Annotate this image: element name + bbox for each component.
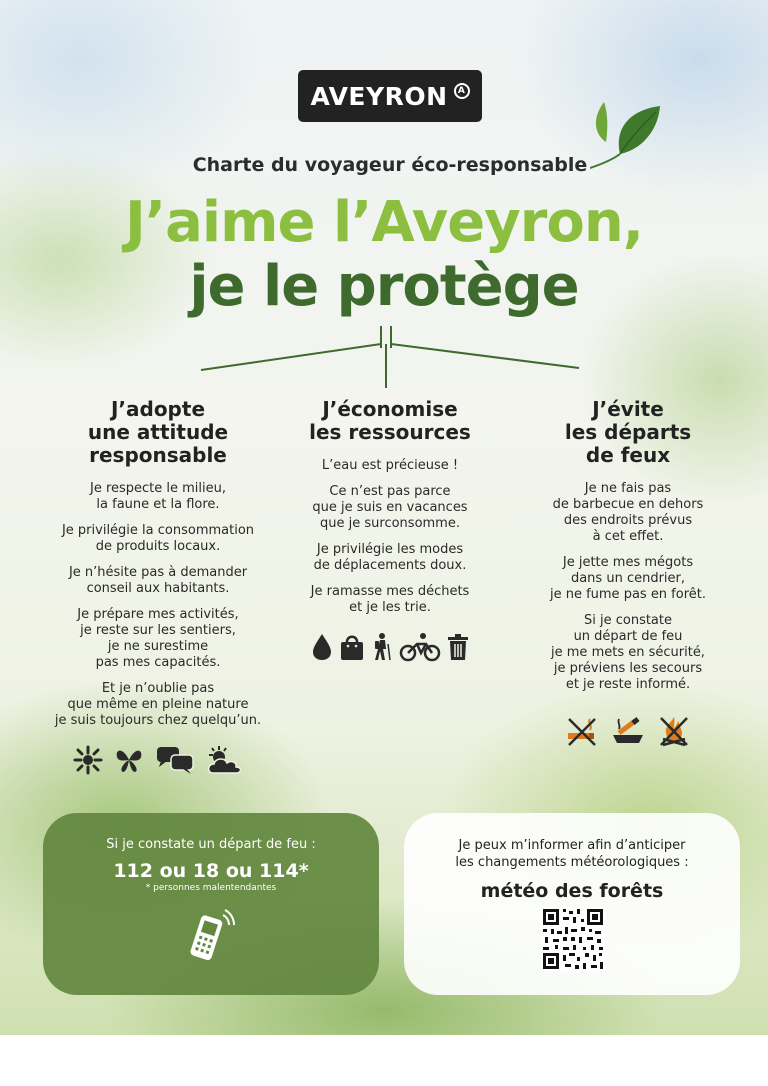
logo-text: AVEYRON — [310, 81, 448, 111]
column-heading: J’adopte une attitude responsable — [87, 397, 229, 467]
paragraph: Je ramasse mes déchets et je les trie. — [310, 584, 470, 615]
emergency-numbers: 112 ou 18 ou 114* — [113, 860, 309, 882]
paragraph: Je privilégie la consommation de produits locaux. — [61, 523, 255, 554]
no-smoking-icon — [565, 715, 599, 751]
column-heading: J’économise les ressources — [309, 397, 471, 444]
qr-code[interactable] — [541, 907, 605, 971]
ashtray-icon — [611, 715, 645, 751]
icon-row — [280, 632, 500, 666]
weather-title: météo des forêts — [480, 880, 664, 902]
emergency-footnote: * personnes malentendantes — [145, 883, 277, 893]
aveyron-logo — [298, 70, 482, 122]
weather-intro: Je peux m’informer afin d’anticiper les changements météorologiques : — [455, 838, 689, 870]
branch-lines — [195, 322, 585, 392]
icon-row — [40, 745, 276, 779]
emergency-box — [43, 813, 379, 995]
paragraph: Je prépare mes activités, je reste sur les sentiers, je ne surestime pas mes capacités. — [77, 607, 239, 670]
icon-row — [518, 715, 738, 751]
column-ressources — [280, 398, 500, 666]
paragraph: Je n’hésite pas à demander conseil aux habitants. — [68, 565, 248, 596]
paragraph: Ce n’est pas parce que je suis en vacances que je surconsomme. — [312, 484, 468, 531]
speech-bubbles-icon — [155, 745, 195, 779]
paragraph: Je ne fais pas de barbecue en dehors des endroits prévus à cet effet. — [552, 481, 704, 544]
no-fire-icon — [657, 715, 691, 751]
water-drop-icon — [311, 632, 333, 666]
paragraph: Je privilégie les modes de déplacements doux. — [313, 542, 467, 573]
paragraph: Je jette mes mégots dans un cendrier, je ne fume pas en forêt. — [549, 555, 707, 602]
butterfly-icon — [113, 745, 145, 779]
logo-mark: A — [454, 83, 470, 99]
sun-cloud-icon — [205, 745, 243, 779]
column-heading: J’évite les départs de feux — [564, 397, 692, 467]
weather-box — [404, 813, 740, 995]
paragraph: Si je constate un départ de feu je me mets en sécurité, je préviens les secours et je reste informé. — [551, 613, 705, 692]
trash-bin-icon — [447, 632, 469, 666]
page-margin — [0, 1035, 768, 1086]
paragraph: Et je n’oublie pas que même en pleine nature je suis toujours chez quelqu’un. — [54, 681, 262, 728]
paragraph: L’eau est précieuse ! — [321, 458, 459, 473]
title-line-2: je le protège — [189, 254, 579, 319]
shopping-bag-icon — [339, 632, 365, 666]
flower-icon — [73, 745, 103, 779]
subtitle: Charte du voyageur éco-responsable — [192, 154, 588, 176]
hiker-icon — [371, 632, 393, 666]
emergency-intro: Si je constate un départ de feu : — [106, 837, 316, 852]
mobile-phone-icon — [185, 909, 237, 965]
cyclist-icon — [399, 632, 441, 666]
title-line-1: J’aime l’Aveyron, — [125, 190, 643, 255]
column-attitude — [40, 398, 276, 779]
column-feux — [518, 398, 738, 751]
paragraph: Je respecte le milieu, la faune et la flore. — [89, 481, 227, 512]
